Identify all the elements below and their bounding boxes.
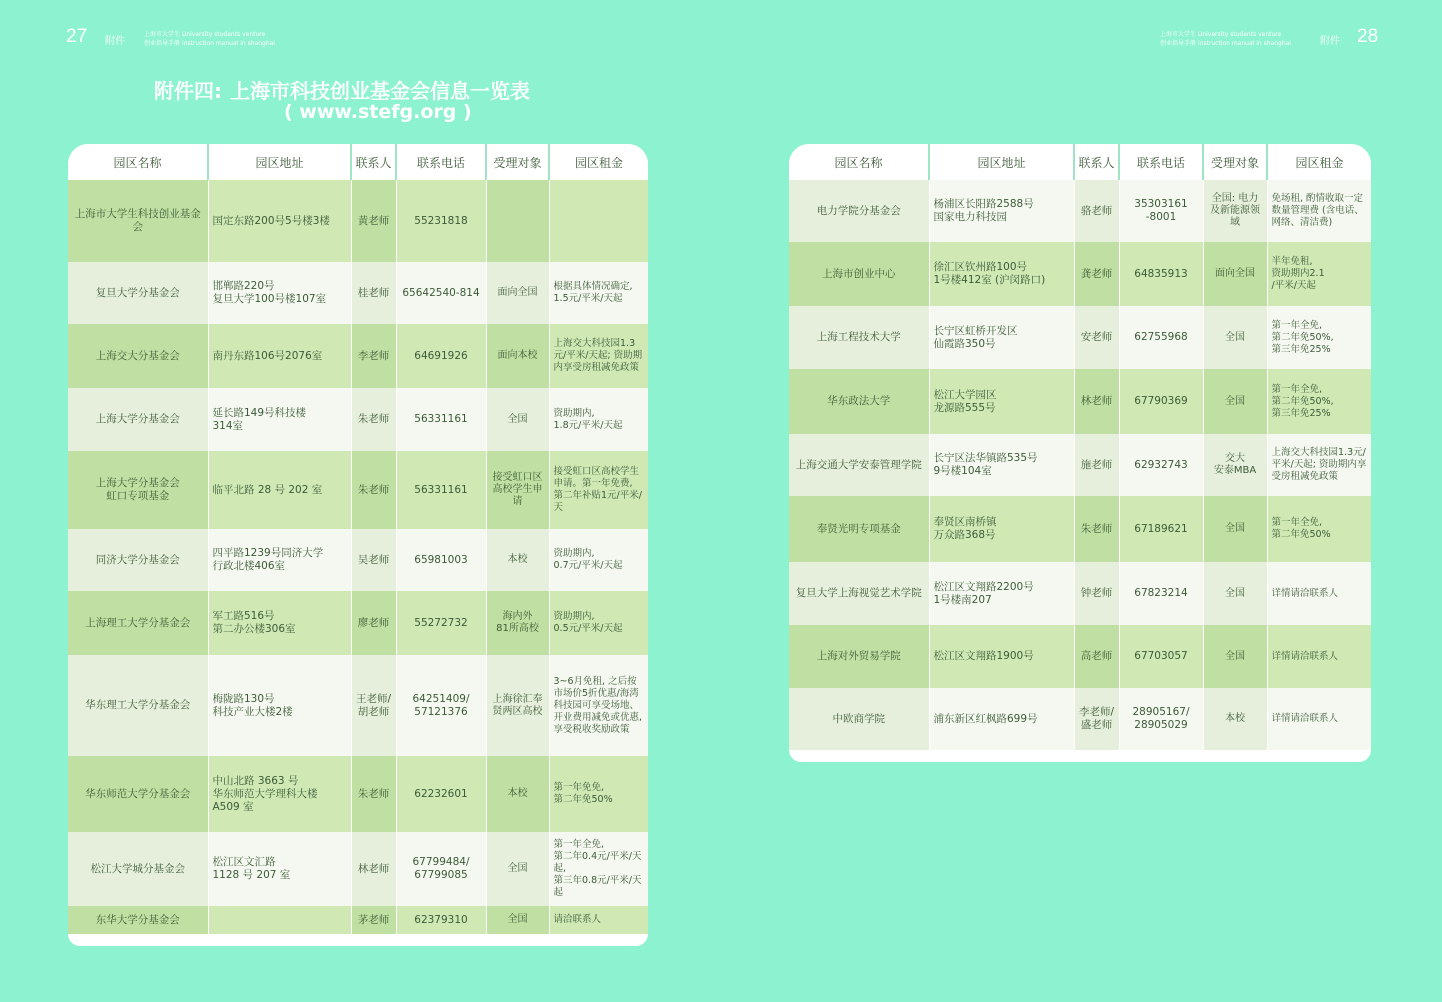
cell-phone: 67823214 bbox=[1119, 562, 1203, 625]
left-table-panel bbox=[68, 144, 648, 946]
header-cn-line1: 上海市大学生 bbox=[1160, 31, 1197, 38]
table-row bbox=[68, 262, 648, 324]
cell-name: 上海对外贸易学院 bbox=[789, 625, 929, 688]
cell-contact: 龚老师 bbox=[1074, 242, 1119, 306]
cell-address: 松江区文翔路2200号 1号楼南207 bbox=[929, 562, 1074, 625]
cell-target: 面向全国 bbox=[486, 262, 549, 324]
col-header-rent: 园区租金 bbox=[549, 144, 648, 180]
cell-target bbox=[486, 180, 549, 262]
cell-address: 松江区文翔路1900号 bbox=[929, 625, 1074, 688]
cell-name: 复旦大学上海视觉艺术学院 bbox=[789, 562, 929, 625]
cell-name: 华东政法大学 bbox=[789, 369, 929, 434]
col-header-target: 受理对象 bbox=[1203, 144, 1267, 180]
table-row bbox=[68, 756, 648, 832]
cell-phone: 64691926 bbox=[396, 324, 486, 388]
cell-name: 中欧商学院 bbox=[789, 688, 929, 750]
cell-address: 军工路516号 第二办公楼306室 bbox=[208, 591, 351, 655]
cell-target: 全国 bbox=[486, 388, 549, 451]
col-header-contact: 联系人 bbox=[351, 144, 396, 180]
table-row bbox=[68, 529, 648, 591]
cell-rent: 半年免租, 资助期内2.1 /平米/天起 bbox=[1267, 242, 1371, 306]
col-header-target: 受理对象 bbox=[486, 144, 549, 180]
cell-contact: 桂老师 bbox=[351, 262, 396, 324]
header-cn-line2: 创业指导手册 bbox=[1160, 40, 1197, 47]
cell-rent: 第一年免免, 第二年免50% bbox=[549, 756, 648, 832]
page-title bbox=[154, 75, 530, 104]
right-table bbox=[789, 144, 1371, 750]
cell-address: 松江大学园区 龙源路555号 bbox=[929, 369, 1074, 434]
cell-rent: 详情请洽联系人 bbox=[1267, 625, 1371, 688]
cell-address: 徐汇区钦州路100号 1号楼412室 (沪闵路口) bbox=[929, 242, 1074, 306]
table-row bbox=[789, 242, 1371, 306]
cell-name: 奉贤光明专项基金 bbox=[789, 496, 929, 562]
cell-rent: 免场租, 酌情收取一定数量管理费 (含电话、网络、清洁费) bbox=[1267, 180, 1371, 242]
left-table bbox=[68, 144, 648, 934]
cell-phone: 35303161 -8001 bbox=[1119, 180, 1203, 242]
title-url: ( www.stefg.org ) bbox=[284, 101, 472, 123]
table-row bbox=[68, 180, 648, 262]
cell-address bbox=[208, 906, 351, 934]
table-row bbox=[68, 591, 648, 655]
cell-target: 海内外 81所高校 bbox=[486, 591, 549, 655]
cell-target: 本校 bbox=[486, 529, 549, 591]
cell-target: 面向本校 bbox=[486, 324, 549, 388]
table-row bbox=[68, 655, 648, 756]
cell-name: 东华大学分基金会 bbox=[68, 906, 208, 934]
cell-name: 松江大学城分基金会 bbox=[68, 832, 208, 906]
cell-contact: 王老师/ 胡老师 bbox=[351, 655, 396, 756]
cell-address: 杨浦区长阳路2588号 国家电力科技园 bbox=[929, 180, 1074, 242]
cell-contact: 李老师/ 盛老师 bbox=[1074, 688, 1119, 750]
col-header-name: 园区名称 bbox=[68, 144, 208, 180]
cell-rent: 详情请洽联系人 bbox=[1267, 562, 1371, 625]
cell-phone: 62379310 bbox=[396, 906, 486, 934]
left-table-header bbox=[68, 144, 648, 180]
table-row bbox=[789, 434, 1371, 496]
cell-target: 面向全国 bbox=[1203, 242, 1267, 306]
col-header-contact: 联系人 bbox=[1074, 144, 1119, 180]
cell-phone: 67189621 bbox=[1119, 496, 1203, 562]
cell-contact: 林老师 bbox=[1074, 369, 1119, 434]
cell-contact: 骆老师 bbox=[1074, 180, 1119, 242]
cell-name: 上海市创业中心 bbox=[789, 242, 929, 306]
cell-name: 复旦大学分基金会 bbox=[68, 262, 208, 324]
cell-target: 接受虹口区高校学生申请 bbox=[486, 451, 549, 529]
cell-contact: 朱老师 bbox=[351, 756, 396, 832]
cell-address: 国定东路200号5号楼3楼 bbox=[208, 180, 351, 262]
cell-name: 上海交通大学安泰管理学院 bbox=[789, 434, 929, 496]
cell-rent: 请洽联系人 bbox=[549, 906, 648, 934]
cell-phone: 56331161 bbox=[396, 451, 486, 529]
table-row bbox=[789, 180, 1371, 242]
cell-address: 南丹东路106号2076室 bbox=[208, 324, 351, 388]
cell-name: 华东师范大学分基金会 bbox=[68, 756, 208, 832]
table-row bbox=[68, 451, 648, 529]
cell-phone: 62932743 bbox=[1119, 434, 1203, 496]
right-table-header bbox=[789, 144, 1371, 180]
cell-target: 全国 bbox=[1203, 306, 1267, 369]
cell-name: 上海理工大学分基金会 bbox=[68, 591, 208, 655]
header-en-line2: instruction manual in shanghai bbox=[181, 40, 275, 47]
table-row bbox=[789, 369, 1371, 434]
right-header-title bbox=[1160, 30, 1291, 48]
cell-name: 上海市大学生科技创业基金会 bbox=[68, 180, 208, 262]
header-en-line2: instruction manual in shanghai bbox=[1197, 40, 1291, 47]
table-row bbox=[789, 496, 1371, 562]
cell-phone: 65642540-814 bbox=[396, 262, 486, 324]
cell-target: 本校 bbox=[1203, 688, 1267, 750]
header-en-line1: University students venture bbox=[181, 31, 266, 38]
col-header-name: 园区名称 bbox=[789, 144, 929, 180]
cell-target: 全国 bbox=[486, 832, 549, 906]
cell-contact: 李老师 bbox=[351, 324, 396, 388]
right-page-number: 28 bbox=[1357, 26, 1379, 47]
cell-rent: 根据具体情况确定, 1.5元/平米/天起 bbox=[549, 262, 648, 324]
cell-phone: 62755968 bbox=[1119, 306, 1203, 369]
col-header-phone: 联系电话 bbox=[1119, 144, 1203, 180]
col-header-rent: 园区租金 bbox=[1267, 144, 1371, 180]
table-row bbox=[789, 562, 1371, 625]
cell-contact: 高老师 bbox=[1074, 625, 1119, 688]
cell-phone: 64251409/ 57121376 bbox=[396, 655, 486, 756]
cell-name: 上海工程技术大学 bbox=[789, 306, 929, 369]
cell-contact: 施老师 bbox=[1074, 434, 1119, 496]
cell-phone: 67790369 bbox=[1119, 369, 1203, 434]
cell-name: 上海大学分基金会 虹口专项基金 bbox=[68, 451, 208, 529]
cell-address: 延长路149号科技楼 314室 bbox=[208, 388, 351, 451]
cell-rent: 第一年全免, 第二年免50%, 第三年免25% bbox=[1267, 369, 1371, 434]
col-header-address: 园区地址 bbox=[929, 144, 1074, 180]
right-section-label: 附件 bbox=[1320, 36, 1340, 47]
cell-phone: 55231818 bbox=[396, 180, 486, 262]
title-label: 附件四: bbox=[154, 79, 222, 103]
cell-phone: 67799484/ 67799085 bbox=[396, 832, 486, 906]
cell-target: 上海徐汇奉贤两区高校 bbox=[486, 655, 549, 756]
col-header-address: 园区地址 bbox=[208, 144, 351, 180]
cell-phone: 65981003 bbox=[396, 529, 486, 591]
header-cn-line1: 上海市大学生 bbox=[144, 31, 181, 38]
cell-address: 中山北路 3663 号 华东师范大学理科大楼 A509 室 bbox=[208, 756, 351, 832]
cell-rent: 3~6月免租, 之后按市场价5折优惠/海湾科技园可享受场地、开业费用减免或优惠, 享受税收奖励政策 bbox=[549, 655, 648, 756]
cell-contact: 林老师 bbox=[351, 832, 396, 906]
cell-address: 临平北路 28 号 202 室 bbox=[208, 451, 351, 529]
cell-name: 上海交大分基金会 bbox=[68, 324, 208, 388]
cell-target: 全国 bbox=[1203, 369, 1267, 434]
cell-name: 华东理工大学分基金会 bbox=[68, 655, 208, 756]
cell-name: 上海大学分基金会 bbox=[68, 388, 208, 451]
cell-target: 全国 bbox=[1203, 625, 1267, 688]
cell-contact: 安老师 bbox=[1074, 306, 1119, 369]
header-cn-line2: 创业指导手册 bbox=[144, 40, 181, 47]
cell-contact: 钟老师 bbox=[1074, 562, 1119, 625]
right-table-panel bbox=[789, 144, 1371, 762]
table-row bbox=[789, 688, 1371, 750]
cell-address: 邯郸路220号 复旦大学100号楼107室 bbox=[208, 262, 351, 324]
cell-rent: 接受虹口区高校学生申请。第一年免费, 第二年补贴1元/平米/天 bbox=[549, 451, 648, 529]
left-page-number: 27 bbox=[66, 26, 88, 47]
cell-rent: 详情请洽联系人 bbox=[1267, 688, 1371, 750]
cell-phone: 56331161 bbox=[396, 388, 486, 451]
table-row bbox=[68, 906, 648, 934]
cell-name: 同济大学分基金会 bbox=[68, 529, 208, 591]
cell-address: 松江区文汇路 1128 号 207 室 bbox=[208, 832, 351, 906]
cell-rent: 资助期内, 1.8元/平米/天起 bbox=[549, 388, 648, 451]
cell-rent: 第一年全免, 第二年免50% bbox=[1267, 496, 1371, 562]
table-row bbox=[68, 388, 648, 451]
cell-contact: 廖老师 bbox=[351, 591, 396, 655]
cell-target: 本校 bbox=[486, 756, 549, 832]
cell-phone: 67703057 bbox=[1119, 625, 1203, 688]
cell-address: 梅陇路130号 科技产业大楼2楼 bbox=[208, 655, 351, 756]
cell-address: 奉贤区南桥镇 万众路368号 bbox=[929, 496, 1074, 562]
cell-rent: 第一年全免, 第二年免50%, 第三年免25% bbox=[1267, 306, 1371, 369]
header-en-line1: University students venture bbox=[1197, 31, 1282, 38]
left-header-title bbox=[144, 30, 275, 48]
cell-contact: 朱老师 bbox=[351, 451, 396, 529]
table-row bbox=[68, 832, 648, 906]
cell-name: 电力学院分基金会 bbox=[789, 180, 929, 242]
table-row bbox=[789, 625, 1371, 688]
table-row bbox=[68, 324, 648, 388]
cell-rent bbox=[549, 180, 648, 262]
cell-target: 全国 bbox=[486, 906, 549, 934]
cell-address: 浦东新区红枫路699号 bbox=[929, 688, 1074, 750]
cell-contact: 茅老师 bbox=[351, 906, 396, 934]
cell-rent: 上海交大科技园1.3元/平米/天起; 资助期内享受房租减免政策 bbox=[549, 324, 648, 388]
left-section-label: 附件 bbox=[105, 36, 125, 47]
cell-address: 四平路1239号同济大学 行政北楼406室 bbox=[208, 529, 351, 591]
cell-address: 长宁区虹桥开发区 仙霞路350号 bbox=[929, 306, 1074, 369]
cell-contact: 朱老师 bbox=[1074, 496, 1119, 562]
cell-phone: 55272732 bbox=[396, 591, 486, 655]
cell-phone: 62232601 bbox=[396, 756, 486, 832]
cell-contact: 吴老师 bbox=[351, 529, 396, 591]
table-row bbox=[789, 306, 1371, 369]
cell-phone: 64835913 bbox=[1119, 242, 1203, 306]
cell-rent: 资助期内, 0.7元/平米/天起 bbox=[549, 529, 648, 591]
title-text: 上海市科技创业基金会信息一览表 bbox=[230, 79, 530, 103]
col-header-phone: 联系电话 bbox=[396, 144, 486, 180]
cell-rent: 上海交大科技园1.3元/平米/天起; 资助期内享受房租减免政策 bbox=[1267, 434, 1371, 496]
cell-target: 全国: 电力 及新能源领域 bbox=[1203, 180, 1267, 242]
cell-target: 全国 bbox=[1203, 562, 1267, 625]
cell-rent: 第一年全免, 第二年0.4元/平米/天起, 第三年0.8元/平米/天起 bbox=[549, 832, 648, 906]
cell-contact: 朱老师 bbox=[351, 388, 396, 451]
cell-contact: 黄老师 bbox=[351, 180, 396, 262]
cell-address: 长宁区法华镇路535号 9号楼104室 bbox=[929, 434, 1074, 496]
cell-target: 全国 bbox=[1203, 496, 1267, 562]
cell-rent: 资助期内, 0.5元/平米/天起 bbox=[549, 591, 648, 655]
cell-target: 交大 安泰MBA bbox=[1203, 434, 1267, 496]
cell-phone: 28905167/ 28905029 bbox=[1119, 688, 1203, 750]
